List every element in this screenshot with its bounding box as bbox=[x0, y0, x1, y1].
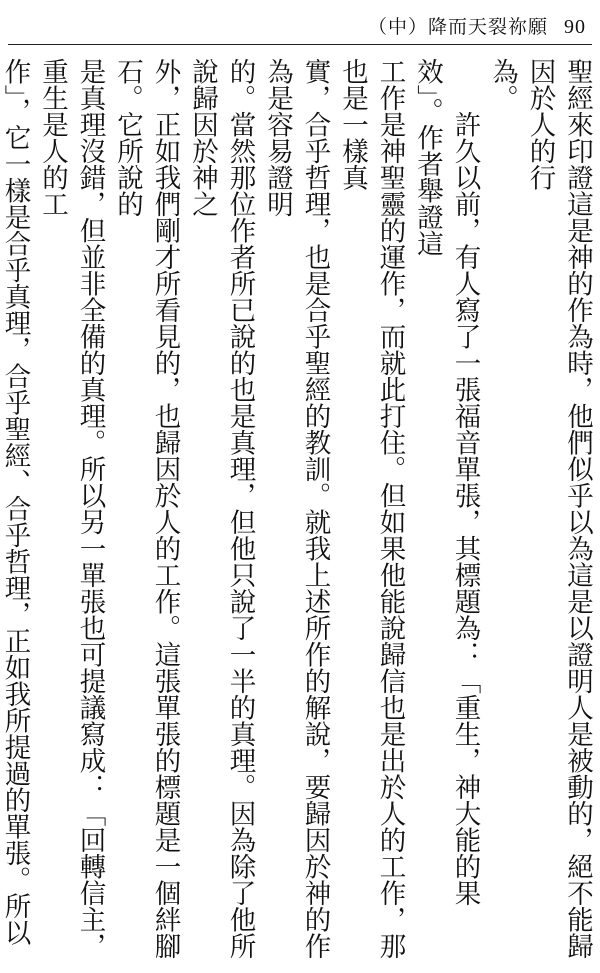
header-rule bbox=[8, 44, 592, 45]
vertical-text-body bbox=[0, 58, 596, 963]
text-line: 是真理沒錯，但並非全備的真理。所以另一單張也可提議寫成：「回轉信主，重生是人的工 bbox=[37, 58, 106, 959]
text-line: 許久以前，有人寫了一張福音單張，其標題為：「重生，神大能的果效」。作者舉證這 bbox=[412, 58, 481, 906]
text-line: 聖經來印證這是神的作為時，他們似乎以為這是以證明人是被動的，絕不能歸因於人的行 bbox=[524, 58, 593, 959]
text-line: 外，正如我們剛才所看見的，也歸因於人的工作。這張單張的標題是一個絆腳石。它所說的 bbox=[112, 58, 181, 959]
text-line: 工作是神聖靈的運作，而就此打住。但如果他能說歸信也是出於人的工作，那也是一樣真 bbox=[337, 58, 406, 959]
text-line: 的。當然那位作者所已說的也是真理，但他只說了一半的真理。因為除了他所說歸因於神之 bbox=[187, 58, 256, 959]
text-line: 作」，它一樣是合乎真理，合乎聖經、合乎哲理，正如我所提過的單張。所以 bbox=[0, 58, 31, 946]
running-header bbox=[368, 12, 586, 39]
text-line: 實，合乎哲理，也是合乎聖經的教訓。就我上述所作的解說，要歸因於神的作為是容易證明 bbox=[262, 58, 331, 959]
chapter-title: （中）降而天裂祢願 bbox=[367, 16, 548, 38]
text-line: 為。 bbox=[487, 58, 518, 111]
page-number: 90 bbox=[564, 16, 586, 38]
